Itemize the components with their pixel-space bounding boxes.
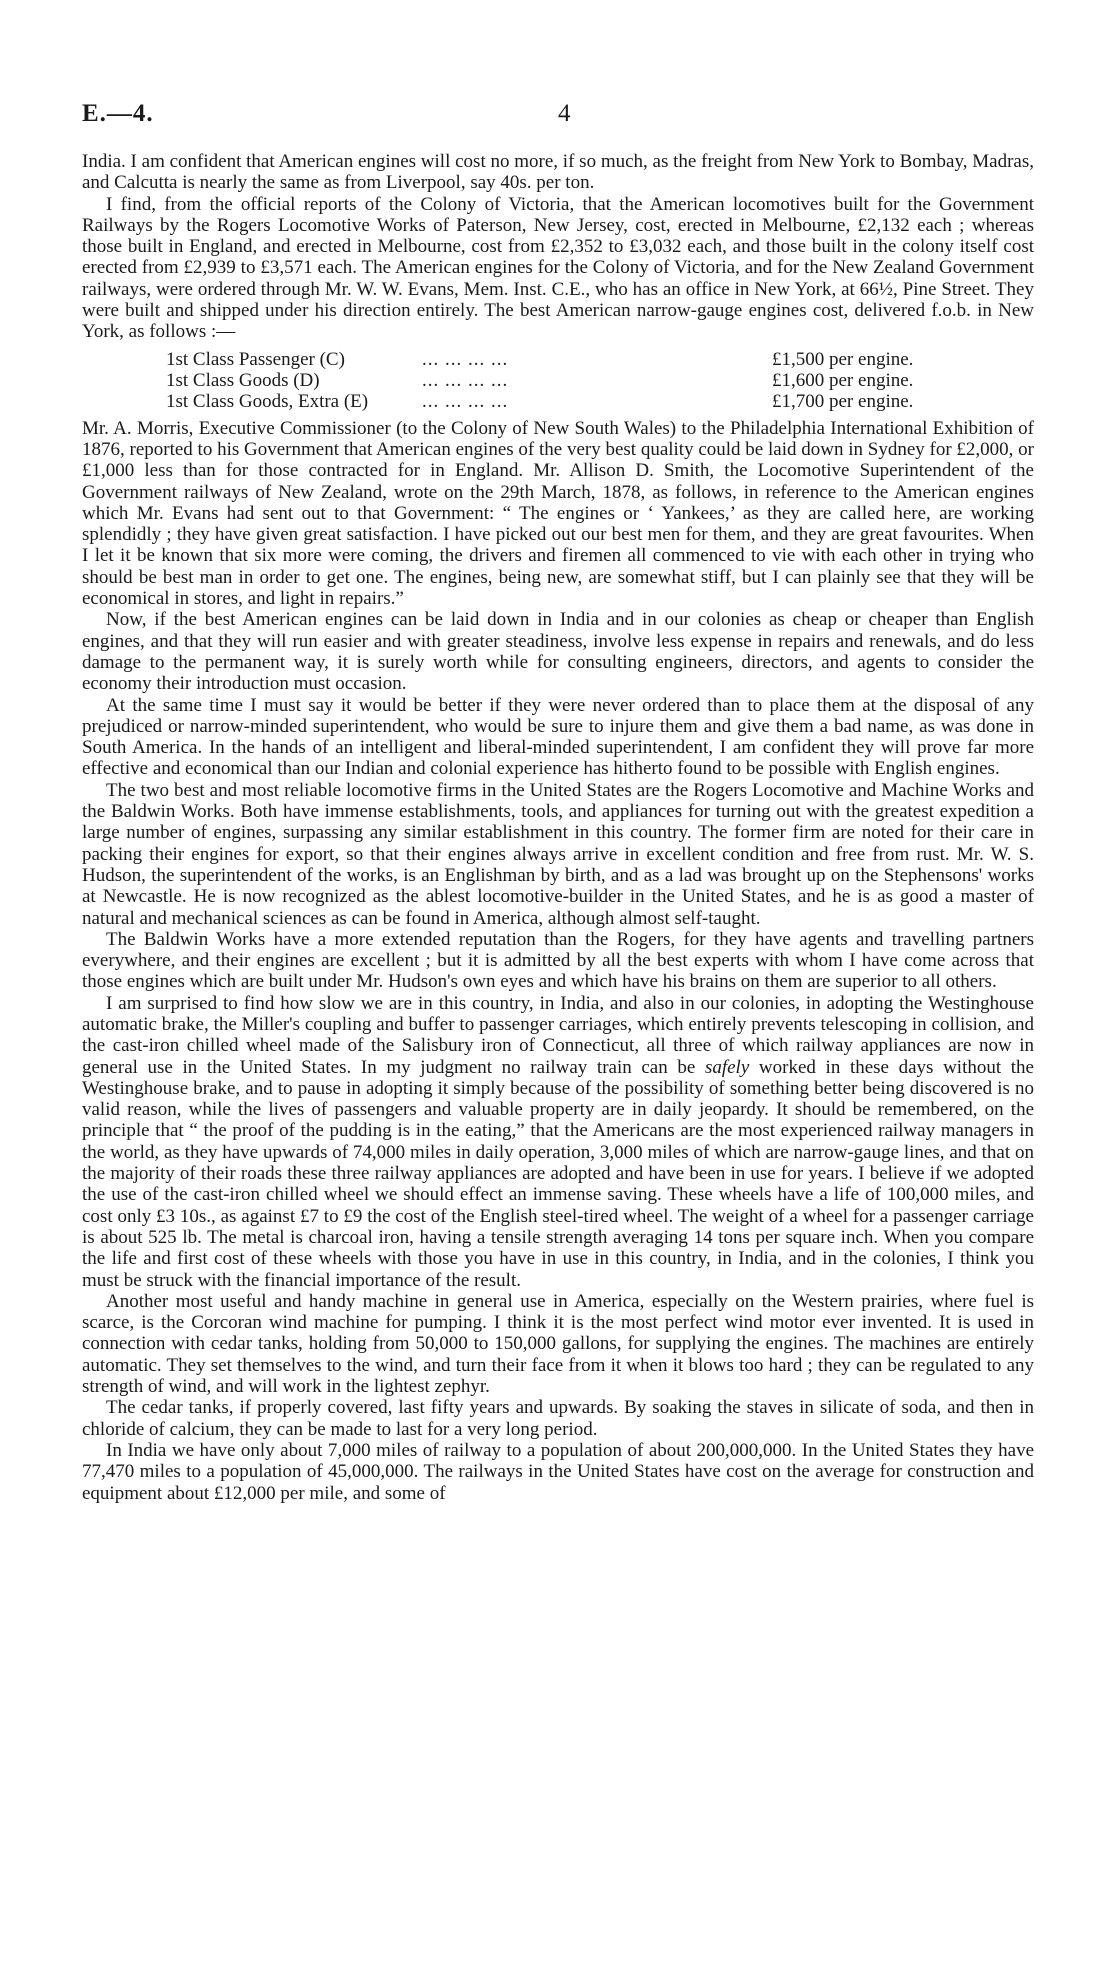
paragraph: India. I am confident that American engines will cost no more, if so much, as the freight from New York to Bombay, Madras, and Calcutta is nearly the same as from Liverpool, say 40s. per ton. bbox=[82, 151, 1034, 194]
engine-price: £1,600 per engine. bbox=[772, 369, 914, 391]
document-reference: E.—4. bbox=[82, 100, 154, 127]
table-row bbox=[166, 370, 913, 391]
paragraph: Another most useful and handy machine in general use in America, especially on the Western prairies, where fuel is scarce, is the Corcoran wind machine for pumping. I think it is the most perfect wind motor ever invented. It is used in connection with cedar tanks, holding from 50,000 to 150,000 gallons, for supplying the engines. The machines are entirely automatic. They set themselves to the wind, and turn their face from it when it blows too hard ; they can be regulated to any strength of wind, and will work in the lightest zephyr. bbox=[82, 1290, 1034, 1398]
table-row bbox=[166, 391, 913, 412]
paragraph-text: worked in these days without the Westinghouse brake, and to pause in adopting it simply because of the possibility of something better being discovered is no valid reason, while the lives of passengers and valuable property are in daily jeopardy. It should be remembered, on the principle that “ the proof of the pudding is in the eating,” that the Americans are the most experienced railway managers in the world, as they have upwards of 74,000 miles in daily operation, 3,000 miles of which are narrow-gauge lines, and that on the majority of their roads these three railway appliances are adopted and have been in use for years. I believe if we adopted the use of the cast-iron chilled wheel we should effect an immense saving. These wheels have a life of 100,000 miles, and cost only £3 10s., as against £7 to £9 the cost of the English steel-tired wheel. The weight of a wheel for a passenger carriage is about 525 lb. The metal is charcoal iron, having a tensile strength averaging 14 tons per square inch. When you compare the life and first cost of these wheels with those you have in use in this country, in India, and in the colonies, I think you must be struck with the financial importance of the result. bbox=[82, 1056, 1034, 1291]
engine-price-table bbox=[166, 349, 913, 412]
engine-class: 1st Class Passenger (C) bbox=[166, 348, 345, 370]
paragraph: In India we have only about 7,000 miles of railway to a population of about 200,000,000. In the United States they have 77,470 miles to a population of 45,000,000. The railways in the United States have cost on the average for construction and equipment about £12,000 per mile, and some of bbox=[82, 1439, 1034, 1504]
emphasized-word: safely bbox=[704, 1056, 750, 1078]
leader-dots: ... ... ... ... bbox=[422, 348, 509, 370]
paragraph-text: I am surprised to find how slow we are in this country, in India, and also in our colonies, in adopting the Westinghouse automatic brake, the Miller's coupling and buffer to passenger carriages, which entirely prevents telescoping in collision, and the cast-iron chilled wheel made of the Salisbury iron of Connecticut, all three of which railway appliances are now in general use in the United States. In my judgment no railway train can be bbox=[82, 992, 1034, 1078]
table-row bbox=[166, 349, 913, 370]
page-header bbox=[82, 100, 1052, 140]
paragraph: Now, if the best American engines can be laid down in India and in our colonies as cheap or cheaper than English engines, and that they will run easier and with greater steadiness, involve less expense in repairs and renewals, and do less damage to the permanent way, it is surely worth while for consulting engineers, directors, and agents to consider the economy their introduction must occasion. bbox=[82, 609, 1034, 695]
leader-dots: ... ... ... ... bbox=[422, 369, 509, 391]
page-number: 4 bbox=[558, 100, 571, 127]
engine-price: £1,700 per engine. bbox=[772, 390, 914, 412]
paragraph: I find, from the official reports of the Colony of Victoria, that the American locomotives built for the Government Railways by the Rogers Locomotive Works of Paterson, New Jersey, cost, erected in Melbourne, £2,132 each ; whereas those built in England, and erected in Melbourne, cost from £2,352 to £3,032 each, and those built in the colony itself cost erected from £2,939 to £3,571 each. The American engines for the Colony of Victoria, and for the New Zealand Government railways, were ordered through Mr. W. W. Evans, Mem. Inst. C.E., who has an office in New York, at 66½, Pine Street. They were built and shipped under his direction entirely. The best American narrow-gauge engines cost, delivered f.o.b. in New York, as follows :— bbox=[82, 193, 1034, 343]
document-body bbox=[82, 151, 1034, 1504]
paragraph bbox=[82, 993, 1034, 1291]
paragraph: At the same time I must say it would be better if they were never ordered than to place them at the disposal of any prejudiced or narrow-minded superintendent, who would be sure to injure them and give them a bad name, as was done in South America. In the hands of an intelligent and liberal-minded superintendent, I am confident they will prove far more effective and economical than our Indian and colonial experience has hitherto found to be possible with English engines. bbox=[82, 694, 1034, 780]
paragraph: The Baldwin Works have a more extended reputation than the Rogers, for they have agents and travelling partners everywhere, and their engines are excellent ; but it is admitted by all the best experts with whom I have come across that those engines which are built under Mr. Hudson's own eyes and which have his brains on them are superior to all others. bbox=[82, 928, 1034, 993]
paragraph: The two best and most reliable locomotive firms in the United States are the Rogers Locomotive and Machine Works and the Baldwin Works. Both have immense establishments, tools, and appliances for turning out with the greatest expedition a large number of engines, surpassing any similar establishment in this country. The former firm are noted for their care in packing their engines for export, so that their engines always arrive in excellent condition and free from rust. Mr. W. S. Hudson, the superintendent of the works, is an Englishman by birth, and as a lad was brought up on the Stephensons' works at Newcastle. He is now recognized as the ablest locomotive-builder in the United States, and he is as good a master of natural and mechanical sciences as can be found in America, although almost self-taught. bbox=[82, 779, 1034, 929]
engine-class: 1st Class Goods (D) bbox=[166, 369, 320, 391]
paragraph: Mr. A. Morris, Executive Commissioner (to the Colony of New South Wales) to the Philadelphia International Exhibition of 1876, reported to his Government that American engines of the very best quality could be laid down in Sydney for £2,000, or £1,000 less than for those contracted for in England. Mr. Allison D. Smith, the Locomotive Superintendent of the Government railways of New Zealand, wrote on the 29th March, 1878, as follows, in reference to the American engines which Mr. Evans had sent out to that Government: “ The engines or ‘ Yankees,’ as they are called here, are working splendidly ; they have given great satisfaction. I have picked out our best men for them, and they are great favourites. When I let it be known that six more were coming, the drivers and firemen all commenced to vie with each other in trying who should be best man in order to get one. The engines, being new, are somewhat stiff, but I can plainly see that they will be economical in stores, and light in repairs.” bbox=[82, 417, 1034, 610]
leader-dots: ... ... ... ... bbox=[422, 390, 509, 412]
paragraph: The cedar tanks, if properly covered, last fifty years and upwards. By soaking the staves in silicate of soda, and then in chloride of calcium, they can be made to last for a very long period. bbox=[82, 1397, 1034, 1440]
engine-class: 1st Class Goods, Extra (E) bbox=[166, 390, 369, 412]
engine-price: £1,500 per engine. bbox=[772, 348, 914, 370]
